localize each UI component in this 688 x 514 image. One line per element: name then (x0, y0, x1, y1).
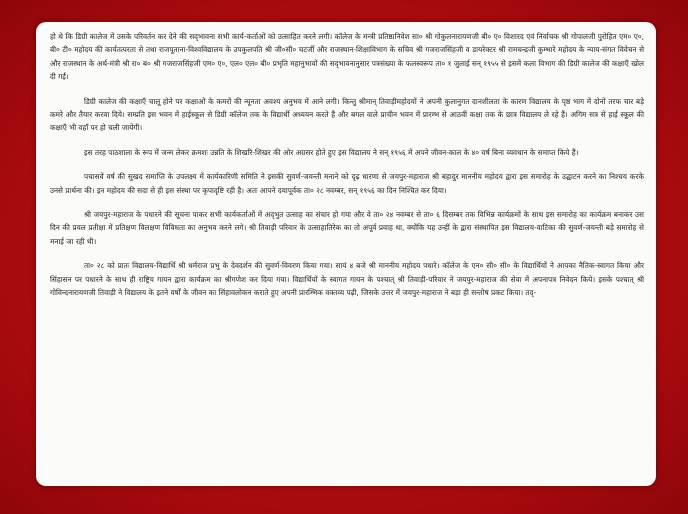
paragraph-3: इस तरह पाठशाला के रूप में जन्म लेकर क्रमशः उन्नति के शिखरि-शिखर की ओर अग्रसर होते हुए इस विद्यालय ने सन् १९५६ में अपने जीवन-काल के ४० वर्ष बिना व्यवधान के समाप्त किये हैं। (84, 147, 579, 157)
paragraph-1: हो थे कि डिग्री कालेज में उसके परिवर्तन कर देने की सद्‌भावना सभी कार्य-कर्ताओं को उत्साहित करने लगी। कॉलेज के मन्त्री प्रतिष्ठानिवेश सा० श्री गोकुलनारायणजी बी० ए० विशारद एवं निर्वाचक श्री गोपालजी पुरोहित एम० ए०, बी० टी० महोदय की कार्यतत्परता से तथा राजपूताना-विश्वविद्यालय के उपकुलपति श्री जी०सी० चटर्जी और राजस्थान-शिक्षाविभाग के सचिव श्री गजराजसिंहजी व डायरेक्टर श्री रामचन्द्रजी कुम्भारे महोदय के न्याय-संगत विवेचन से और राजस्थान के अर्थ-मंत्री श्री रा० ब० श्री गजराजसिंहजी एम० ए०, एल० एल० बी० प्रभृति महानुभावों की सद्‌भावनानुसार पत्रसंख्या के फलस्वरूप ता० १ जुलाई सन् १९५५ से इसमें कला विभाग की डिग्री कालेज की कक्षाएँ खोल दी गईं। (50, 32, 644, 82)
paragraph-4: पचासवें वर्ष की सुखद समाप्ति के उपलक्ष्य में कार्यकारिणी समिति ने इसकी सुवर्ण-जयन्ती मनाने को दृढ़ धारणा से जयपुर-महाराज श्री बहादुर माननीय महोदय द्वारा इस समारोह के उद्घाटन करने का निश्चय करके उनसे प्रार्थना की। इन महोदय की सदा से ही इस संस्था पर कृपादृष्टि रही है। अतः आपने दयापूर्वक ता० २८ नवम्बर, सन् १९५६ का दिन निश्चित कर दिया। (50, 172, 644, 195)
document-page (36, 22, 656, 486)
paragraph-6: ता० २८ को प्रातः विद्यालय-विद्यार्थि श्री धर्मराज प्रभु के देवदर्शन की सुवर्ण-विवरण किया गया। सायं ४ बजे श्री माननीय महोदय पधारे। कॉलेज के एन० सी० सी० के विद्यार्थियों ने आपका नैतिक-स्वागत किया और सिंहासन पर पधारने के साथ ही राष्ट्रिय गायन द्वारा कार्यक्रम का श्रीगणेश कर दिया गया। विद्यार्थियों के स्वागत गायन के पश्चात् श्री तिवाड़ी-परिवार ने जयपुर-महाराज की सेवा में अपनापत्र निवेदन किये। इसके पश्चात् श्री गोविन्दनारायणजी तिवाड़ी ने विद्यालय के इतने वर्षों के जीवन का सिंहावलोकन कराते हुए अपनी प्रारम्भिक वक्तव्य पढ़ी, जिसके उत्तर में जयपुर-महाराज ने बड़ा ही सन्तोष प्रकट किया। तद्- (50, 261, 644, 298)
document-text (50, 30, 644, 300)
paragraph-5: श्री जयपुर-महाराज के पधारने की सूचना पाकर सभी कार्यकर्ताओं में अद्‌भुत उत्साह का संचार हो गया और वे ता० २४ नवम्बर से ता० ६ दिसम्बर तक विभिन्न कार्यक्रमों के साथ इस समारोह का कार्यक्रम बनाकर उस दिन की प्रवल प्रतीक्षा में प्रतिक्षण विलक्षण विविधता का अनुभव करने लगे। श्री तिवाड़ी परिवार के उत्साहातिरेक का तो अपूर्व प्रवाह था, क्योंकि यह उन्हीं के द्वारा संस्थापित इस विद्यालय-वाटिका की सुवर्ण-जयन्ती बड़े समारोह से मनाई जा रही थी। (50, 210, 644, 246)
paragraph-2: डिग्री कालेज की कक्षाएँ चालू होने पर कक्षाओं के कमरों की न्यूनता अवश्य अनुभव में आने लगी। किन्तु श्रीमान् तिवाड़ीमहोदयों ने अपनी कुलानुगत दानशीलता के कारण विद्यालय के पृष्ठ भाग में दोनों तरफ चार बड़े कमरे और तैयार करवा दिये। सम्प्रति इस भवन में हाईस्कूल से डिग्री कॉलेज तक के विद्यार्थी अध्ययन करते हैं और बगल वाले प्राचीन भवन में प्रारम्भ से आठवीं कक्षा तक के छात्र विद्यालय ले रहे हैं। अगिम सत्र से हाई स्कूल की कक्षाएँ भी वहाँ पर हो चली जायेंगी। (50, 96, 644, 133)
